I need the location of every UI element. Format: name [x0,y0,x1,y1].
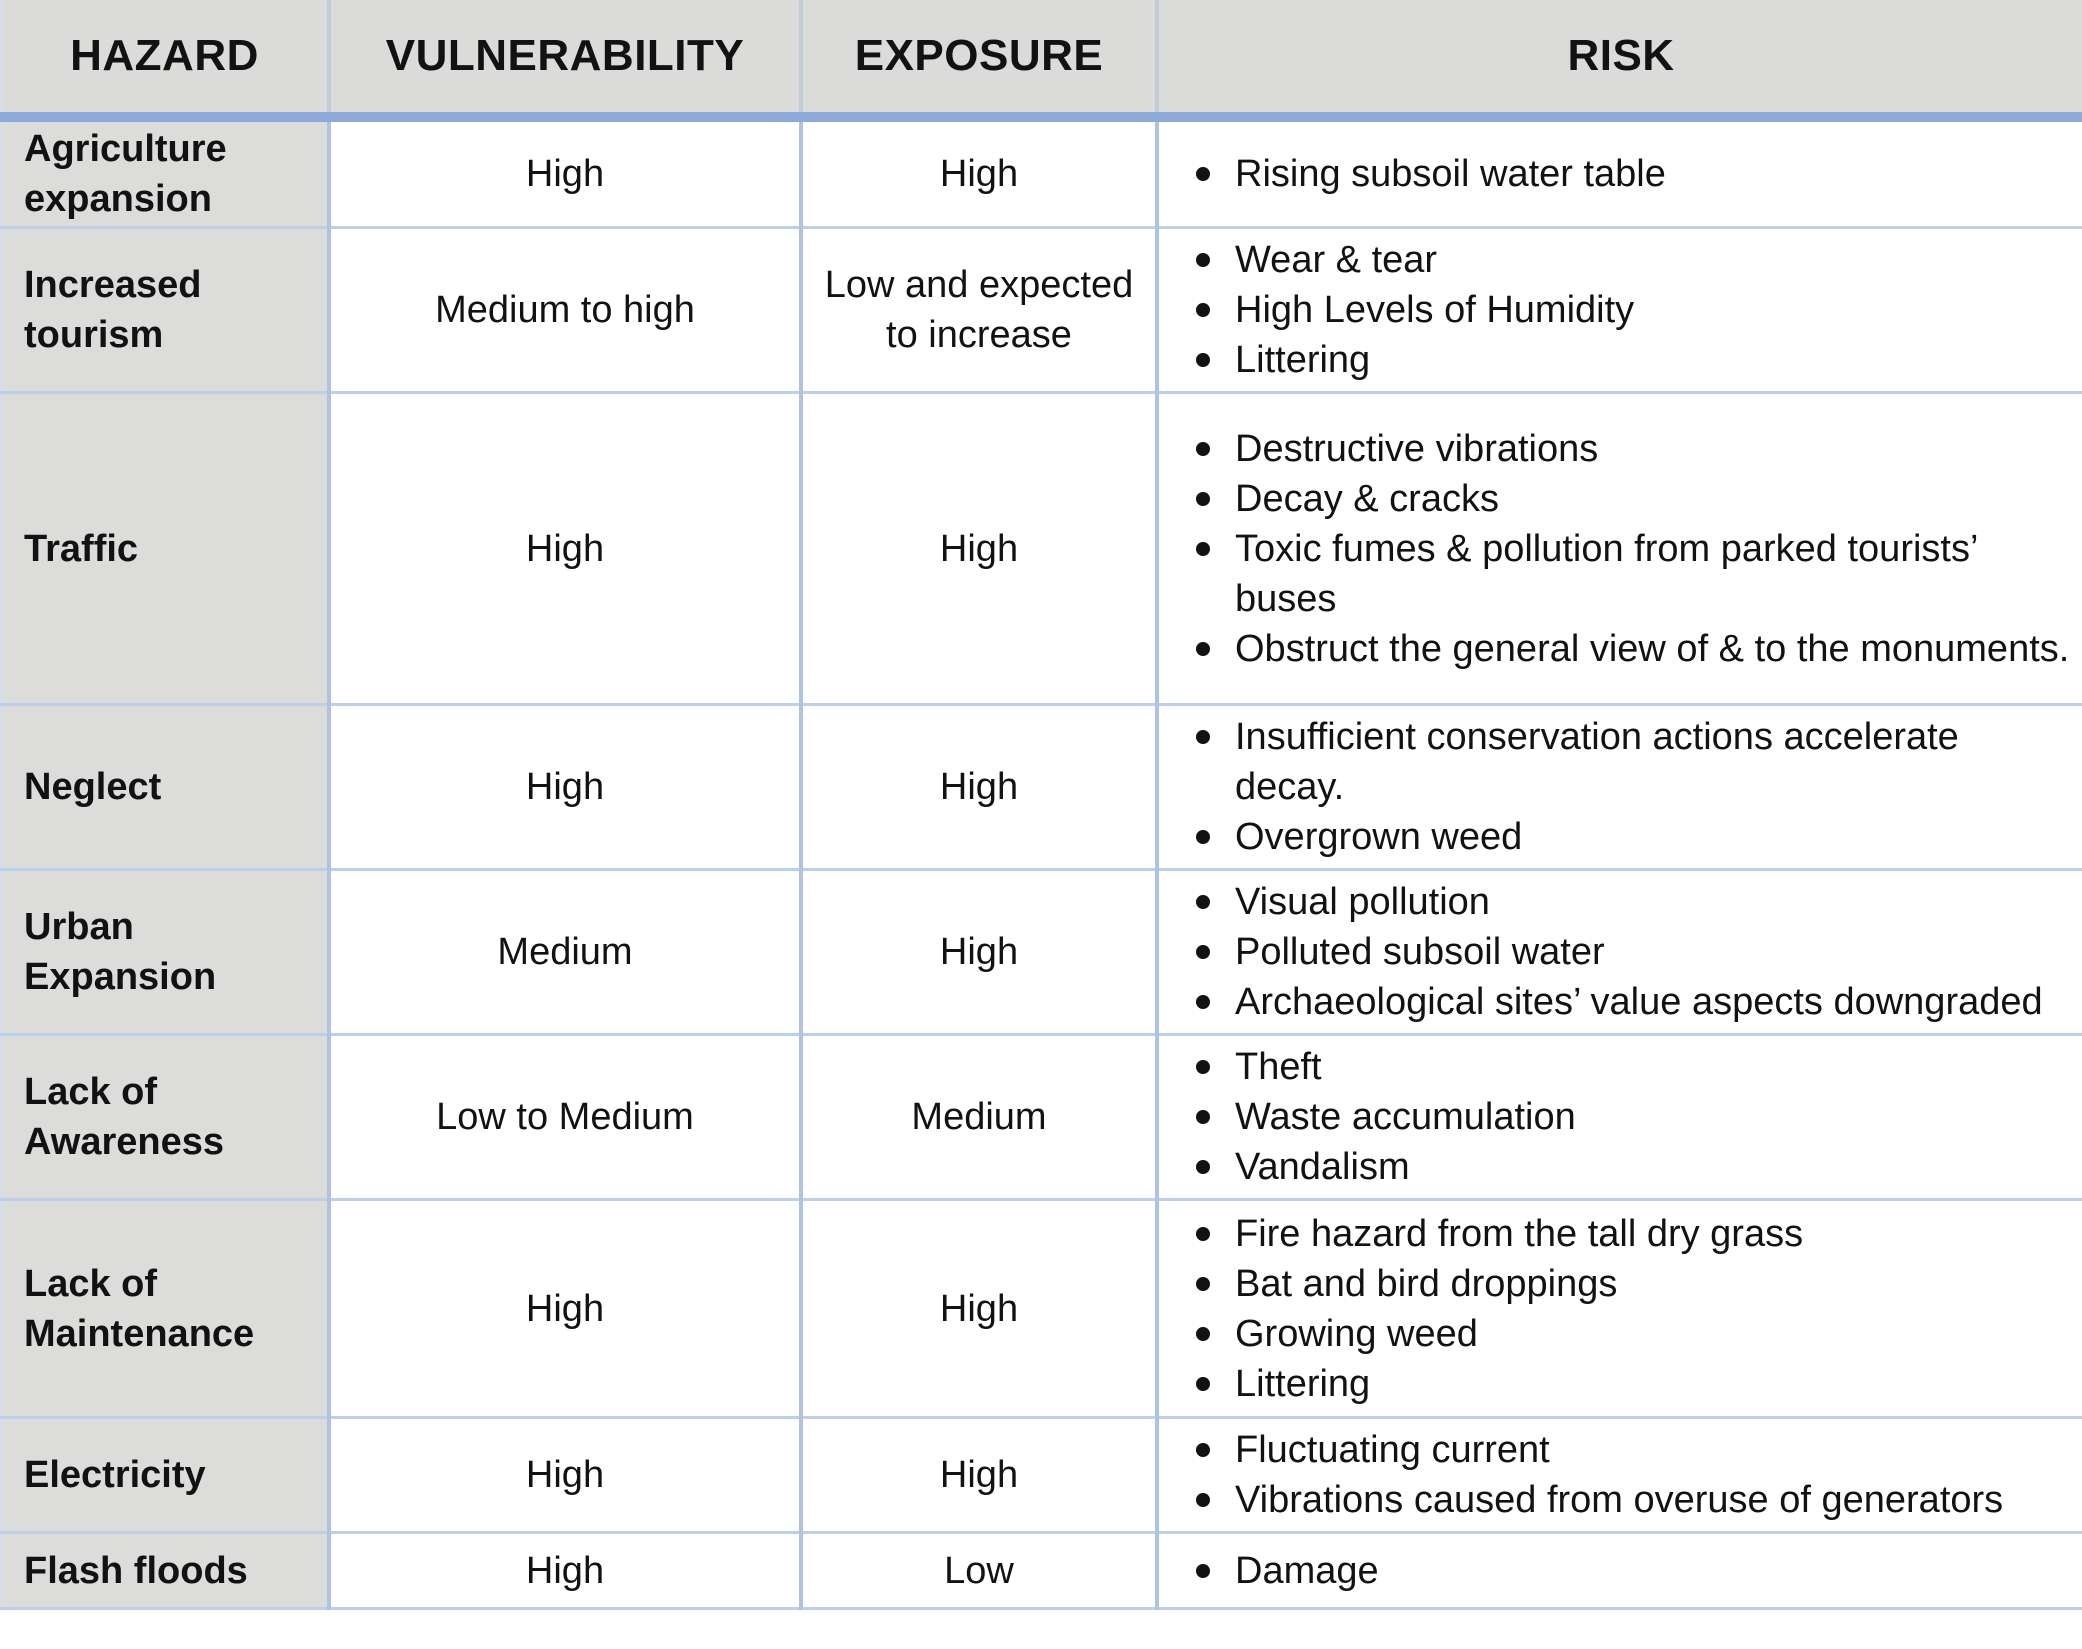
vulnerability-cell: High [329,1533,801,1609]
vulnerability-cell: Medium [329,870,801,1035]
table-row [1,393,2082,705]
table-row [1,1200,2082,1418]
hazard-cell: Traffic [1,393,329,705]
header-row [1,0,2082,117]
risk-list [1159,871,2082,1033]
vulnerability-cell: Low to Medium [329,1035,801,1200]
hazard-cell: Urban Expansion [1,870,329,1035]
risk-list [1159,143,2082,205]
risk-item: Destructive vibrations [1189,424,2073,474]
vulnerability-cell: High [329,705,801,870]
risk-cell [1157,1533,2082,1609]
table-body [1,117,2082,1609]
hazard-cell: Lack of Maintenance [1,1200,329,1418]
risk-cell [1157,705,2082,870]
risk-item: Decay & cracks [1189,474,2073,524]
risk-cell [1157,228,2082,393]
risk-cell [1157,117,2082,228]
risk-list [1159,1036,2082,1198]
risk-cell [1157,1200,2082,1418]
risk-item: Growing weed [1189,1309,2073,1359]
risk-item: Obstruct the general view of & to the monuments. [1189,624,2073,674]
exposure-cell: High [801,117,1157,228]
table-row [1,1418,2082,1533]
exposure-cell: Low [801,1533,1157,1609]
risk-list [1159,706,2082,868]
exposure-cell: Medium [801,1035,1157,1200]
table-row [1,117,2082,228]
risk-item: Polluted subsoil water [1189,927,2073,977]
table-row [1,705,2082,870]
risk-list [1159,1203,2082,1415]
risk-item: Bat and bird droppings [1189,1259,2073,1309]
risk-item: Vibrations caused from overuse of generators [1189,1475,2073,1525]
risk-cell [1157,1418,2082,1533]
hazard-cell: Flash floods [1,1533,329,1609]
risk-cell [1157,870,2082,1035]
risk-cell [1157,1035,2082,1200]
hazard-cell: Neglect [1,705,329,870]
risk-item: Fluctuating current [1189,1425,2073,1475]
vulnerability-cell: Medium to high [329,228,801,393]
column-header-hazard: HAZARD [1,0,329,117]
hazard-cell: Electricity [1,1418,329,1533]
column-header-risk: RISK [1157,0,2082,117]
table-row [1,228,2082,393]
hazard-cell: Agriculture expansion [1,117,329,228]
table-row [1,1533,2082,1609]
risk-list [1159,1419,2082,1531]
risk-item: Toxic fumes & pollution from parked tourists’ buses [1189,524,2073,624]
risk-item: Damage [1189,1546,2073,1596]
exposure-cell: Low and expected to increase [801,228,1157,393]
vulnerability-cell: High [329,1418,801,1533]
vulnerability-cell: High [329,1200,801,1418]
hazard-cell: Lack of Awareness [1,1035,329,1200]
table-row [1,1035,2082,1200]
exposure-cell: High [801,1200,1157,1418]
exposure-cell: High [801,870,1157,1035]
risk-item: Rising subsoil water table [1189,149,2073,199]
risk-item: High Levels of Humidity [1189,285,2073,335]
exposure-cell: High [801,393,1157,705]
risk-list [1159,1540,2082,1602]
column-header-vulnerability: VULNERABILITY [329,0,801,117]
exposure-cell: High [801,705,1157,870]
risk-item: Archaeological sites’ value aspects downgraded [1189,977,2073,1027]
exposure-cell: High [801,1418,1157,1533]
risk-list [1159,418,2082,680]
table-row [1,870,2082,1035]
vulnerability-cell: High [329,117,801,228]
risk-item: Waste accumulation [1189,1092,2073,1142]
table-header [1,0,2082,117]
vulnerability-cell: High [329,393,801,705]
risk-item: Wear & tear [1189,235,2073,285]
risk-item: Visual pollution [1189,877,2073,927]
risk-cell [1157,393,2082,705]
risk-item: Insufficient conservation actions accelerate decay. [1189,712,2073,812]
risk-item: Fire hazard from the tall dry grass [1189,1209,2073,1259]
risk-item: Littering [1189,1359,2073,1409]
risk-list [1159,229,2082,391]
risk-item: Littering [1189,335,2073,385]
risk-item: Theft [1189,1042,2073,1092]
hazard-cell: Increased tourism [1,228,329,393]
risk-item: Overgrown weed [1189,812,2073,862]
column-header-exposure: EXPOSURE [801,0,1157,117]
risk-item: Vandalism [1189,1142,2073,1192]
